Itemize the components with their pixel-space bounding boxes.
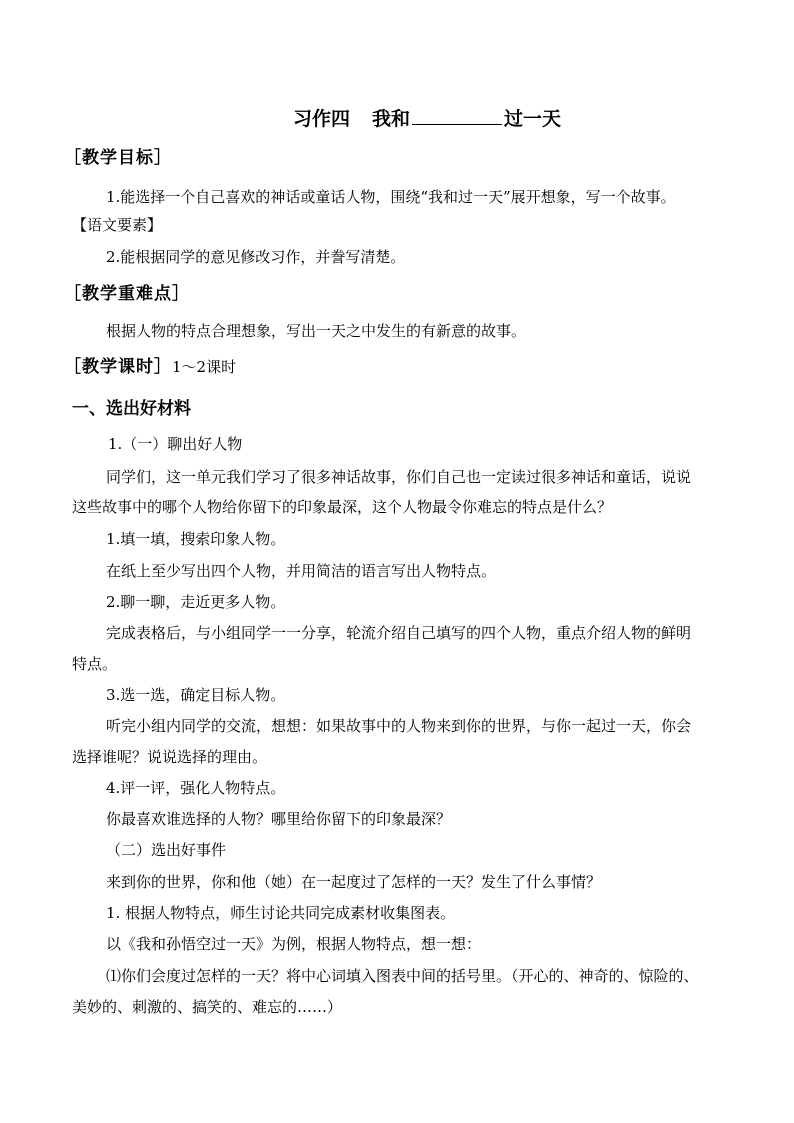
hours-row: [64, 357, 236, 377]
difficulties-text: 根据人物的特点合理想象，写出一天之中发生的有新意的故事。: [106, 322, 527, 340]
step-1-title: 1.填一填，搜索印象人物。: [106, 530, 286, 548]
step-2-line-2: 特点。: [72, 655, 118, 673]
title-part-2: 我和: [371, 108, 410, 130]
title-part-3: 过一天: [504, 108, 562, 130]
hours-value: 1～2课时: [172, 358, 237, 376]
step-3-title: 3.选一选，确定目标人物。: [106, 686, 286, 704]
objective-item-1: 1.能选择一个自己喜欢的神话或童话人物，围绕“我和过一天”展开想象，写一个故事。: [106, 188, 676, 206]
question-1-line-2: 美妙的、刺激的、搞笑的、难忘的……）: [72, 998, 343, 1016]
objectives-heading: ［教学目标］: [64, 148, 172, 168]
step-3-line-2: 选择谁呢？说说选择的理由。: [72, 748, 268, 766]
material-item-1: 1. 根据人物特点，师生讨论共同完成素材收集图表。: [106, 904, 456, 922]
material-item-1-text: 以《我和孙悟空过一天》为例，根据人物特点，想一想：: [106, 935, 482, 953]
step-2-line-1: 完成表格后，与小组同学一一分享，轮流介绍自己填写的四个人物，重点介绍人物的鲜明: [106, 624, 692, 642]
language-element-tag: 【语文要素】: [72, 216, 163, 234]
title-part-1: 习作四: [292, 108, 350, 130]
paragraph-1-line-1: 同学们，这一单元我们学习了很多神话故事，你们自己也一定读过很多神话和童话，说说: [106, 468, 692, 486]
step-3-line-1: 听完小组内同学的交流，想想：如果故事中的人物来到你的世界，与你一起过一天，你会: [106, 717, 692, 735]
paragraph-1-line-2: 这些故事中的哪个人物给你留下的印象最深，这个人物最令你难忘的特点是什么？: [72, 498, 613, 516]
subsection-2-text: 来到你的世界，你和他（她）在一起度过了怎样的一天？发生了什么事情？: [106, 873, 602, 891]
objective-item-2: 2.能根据同学的意见修改习作，并誊写清楚。: [106, 248, 406, 266]
difficulties-heading: ［教学重难点］: [64, 284, 190, 304]
page-title: [0, 106, 794, 131]
step-2-title: 2.聊一聊，走近更多人物。: [106, 593, 286, 611]
subsection-2-heading: （二）选出好事件: [106, 841, 227, 859]
title-blank-line: [412, 106, 502, 125]
step-4-text: 你最喜欢谁选择的人物？哪里给你留下的印象最深？: [106, 810, 452, 828]
subsection-1-heading: 1.（一）聊出好人物: [108, 435, 243, 453]
step-4-title: 4.评一评，强化人物特点。: [106, 779, 286, 797]
question-1-line-1: ⑴你们会度过怎样的一天？将中心词填入图表中间的括号里。（开心的、神奇的、惊险的、: [106, 967, 699, 985]
hours-heading: ［教学课时］: [64, 357, 172, 377]
step-1-text: 在纸上至少写出四个人物，并用简洁的语言写出人物特点。: [106, 562, 497, 580]
section-1-heading: 一、选出好材料: [72, 399, 191, 419]
